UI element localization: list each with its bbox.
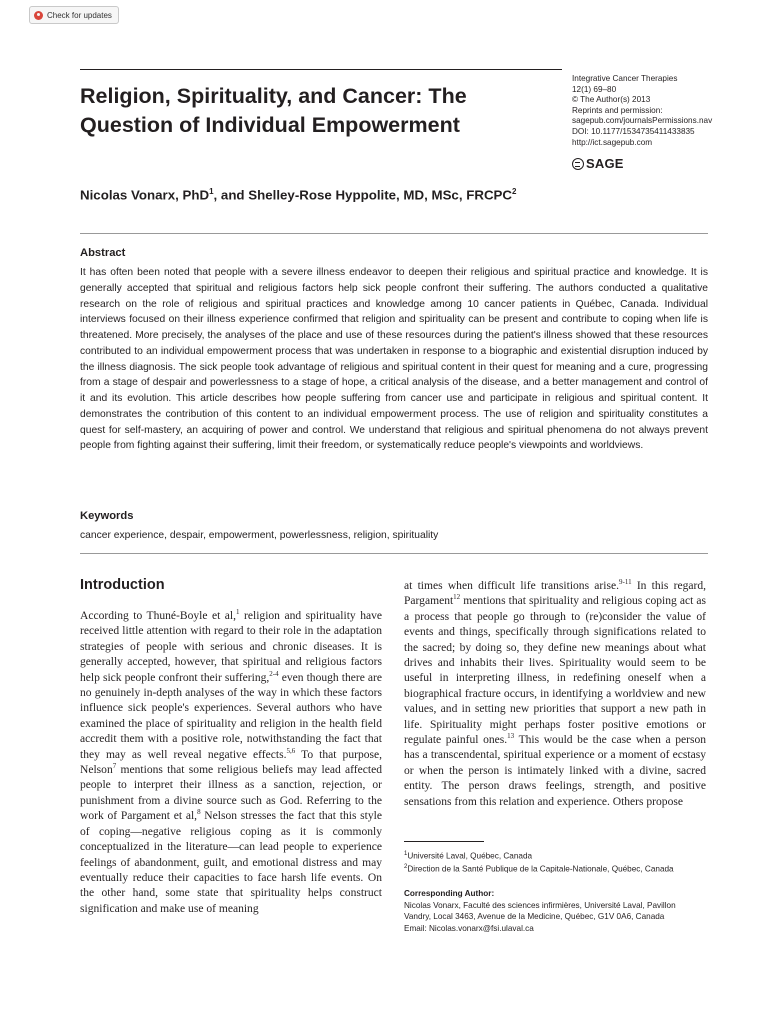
keywords-rule	[80, 553, 708, 554]
corresponding-author-heading: Corresponding Author:	[404, 889, 495, 898]
citation[interactable]: 2-4	[269, 669, 279, 678]
abstract-heading: Abstract	[80, 247, 126, 259]
author-1-affiliation: 1	[209, 187, 214, 196]
check-for-updates-label: Check for updates	[47, 10, 112, 20]
author-2-affiliation: 2	[512, 187, 517, 196]
introduction-heading: Introduction	[80, 577, 165, 593]
copyright: © The Author(s) 2013	[572, 95, 651, 105]
author-line	[80, 183, 700, 204]
check-for-updates-badge[interactable]	[29, 6, 119, 24]
keywords-heading: Keywords	[80, 510, 134, 522]
journal-name: Integrative Cancer Therapies	[572, 74, 678, 83]
author-1: Nicolas Vonarx, PhD	[80, 187, 210, 203]
intro-left-column: According to Thuné-Boyle et al,$^1$ religion and spirituality have received little attention with regard to their role in the adaptation strategies of people with serious and chronic diseases. It is generally accepted, however, that spiritual and religious factors help sick people confront their suffering,$^{2-4}$ even though there are no genuinely in-depth analyses of the way in which these factors influence sick people's experiences. Several authors who have examined the place of spirituality and religion in the health field accredit them with a positive role, notwithstanding the fact that they may as well reveal negative effects.$^{5,6}$ To that purpose, Nelson$^7$ mentions that some religious beliefs may lead affected people to interpret their illness as a sanction, rejection, or punishment from a divine source such as God. Referring to the work of Pargament et al,$^8$ Nelson stresses the fact that this style of coping—negative religious coping as it is commonly conceptualized in the literature—can lead people to experience feelings of abandonment, guilt, and emotional distress and may eventually reduce their capacities to face harsh life events. On the other hand, some state that spirituality helps construct signification and make use of meaning	[80, 608, 382, 915]
journal-info	[572, 74, 752, 148]
author-2: , and Shelley-Rose Hyppolite, MD, MSc, FRCPC	[213, 187, 513, 203]
doi[interactable]: DOI: 10.1177/1534735411433835	[572, 126, 695, 136]
footnote-rule	[404, 841, 484, 842]
footnote-1: $^1$Université Laval, Québec, Canada	[404, 851, 533, 861]
corresponding-address-line: Nicolas Vonarx, Faculté des sciences infirmières, Université Laval, Pavillon	[404, 900, 676, 910]
citation[interactable]: 1	[236, 608, 240, 617]
intro-right-column: at times when difficult life transitions arise.$^{9-11}$ In this regard, Pargament$^{12}$ mentions that spirituality and religious coping act as a process that people go through to (re)consider the value of events and things, specifically through significations related to the sacred; by doing so, they define new meanings about what drives and inhabits their lives. Spirituality would seem to be useful in interpreting illness, in redefining oneself when a biographical fracture occurs, in identifying a worldview and new values, and in setting new priorities that support a new path in life. Spirituality might perhaps foster positive emotions or regulate painful ones.$^{13}$ This would be the case when a person has a transcendental, spiritual experience or a moment of ecstasy or when the person is intimately linked with a divine, sacred entity. The person draws feelings, strength, and positive sensations from this relation and experience. Others propose	[404, 578, 707, 808]
sage-logo	[572, 156, 624, 171]
keywords-text: cancer experience, despair, empowerment, powerlessness, religion, spirituality	[80, 530, 439, 541]
abstract-rule	[80, 233, 708, 234]
permissions-link[interactable]: sagepub.com/journalsPermissions.nav	[572, 116, 713, 126]
crossmark-icon	[34, 11, 43, 20]
affiliation-footnotes	[404, 849, 724, 875]
header-rule	[80, 69, 562, 70]
journal-volume: 12(1) 69–80	[572, 84, 617, 94]
sage-logo-icon	[572, 158, 584, 170]
citation[interactable]: 12	[453, 593, 461, 602]
article-title: Religion, Spirituality, and Cancer: The Question of Individual Empowerment	[80, 84, 467, 137]
footnote-2: $^2$Direction de la Santé Publique de la Capitale-Nationale, Québec, Canada	[404, 864, 674, 874]
citation[interactable]: 9-11	[619, 578, 632, 587]
journal-url[interactable]: http://ict.sagepub.com	[572, 137, 653, 147]
citation[interactable]: 13	[507, 732, 515, 741]
citation[interactable]: 7	[112, 762, 117, 771]
citation[interactable]: 8	[197, 808, 201, 817]
abstract-text: It has often been noted that people with a severe illness endeavor to deepen their religious and spiritual practice and knowledge. It is generally accepted that spiritual and religious factors help sick people confront their suffering. The authors conducted a qualitative research on the role of religious and spiritual practices and knowledge among 10 cancer patients in Québec, Canada. Individual interviews focused on their illness experience confirmed that religion and spirituality can be present and contribute to coping when life is threatened. More precisely, the analyses of the place and use of these resources during the patient's illness showed that these resources contributed to an individual empowerment process that was undertaken in response to a biographic and existential disruption induced by the illness diagnosis. The sick people took advantage of religious and spiritual content in their quest for meaning and a cure, progressing from a stage of despair and powerlessness to a stage of hope, a critical analysis of the disease, and a better management and control of it and its evolution. This article describes how people suffering from cancer use and participate in religious and spiritual content. It demonstrates the contribution of this content to an individual empowerment process. The use of religion and spirituality constitutes a quest for self-mastery, an acquiring of power and control. We understand that religious and spiritual phenomena do not always prevent people from fighting against their suffering, limit their freedom, or systematically reduce people's viewpoints and worldviews.	[80, 267, 708, 452]
reprints-label: Reprints and permission:	[572, 105, 663, 115]
corresponding-address-line: Vandry, Local 3463, Avenue de la Medicine, Québec, G1V 0A6, Canada	[404, 912, 665, 922]
publisher-name: SAGE	[586, 156, 624, 171]
citation[interactable]: 5,6	[286, 746, 296, 755]
corresponding-email[interactable]: Email: Nicolas.vonarx@fsi.ulaval.ca	[404, 924, 534, 934]
corresponding-author	[404, 888, 724, 935]
